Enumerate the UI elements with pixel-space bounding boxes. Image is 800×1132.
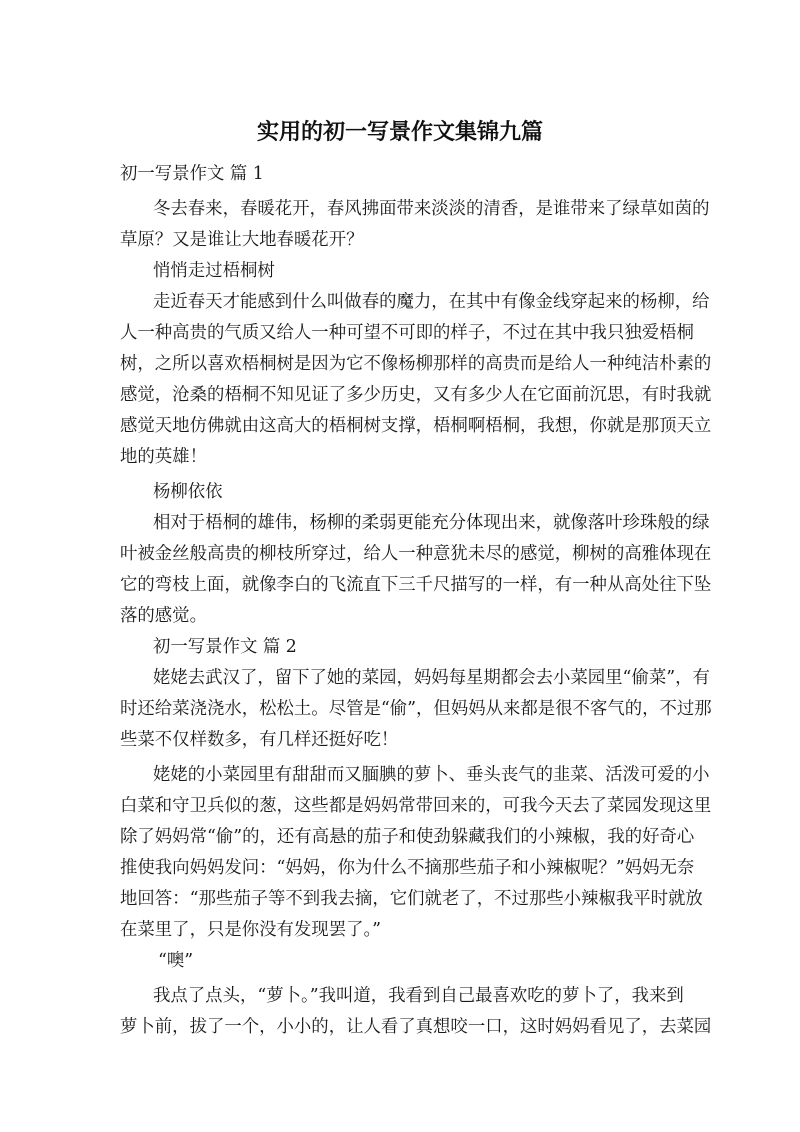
subheading-wutong: 悄悄走过梧桐树 bbox=[153, 261, 275, 281]
subheading-yangliu: 杨柳依依 bbox=[153, 482, 223, 502]
section-heading-1: 初一写景作文 篇 1 bbox=[120, 164, 264, 184]
paragraph-line: 除了妈妈常“偷”的，还有高悬的茄子和使劲躲藏我们的小辣椒，我的好奇心 bbox=[120, 827, 695, 847]
paragraph-line: 时还给菜浇浇水，松松土。尽管是“偷”，但妈妈从来都是很不客气的，不过那 bbox=[120, 699, 712, 719]
paragraph-line: 感觉天地仿佛就由这高大的梧桐树支撑，梧桐啊梧桐，我想，你就是那顶天立 bbox=[120, 416, 712, 436]
paragraph-line: 白菜和守卫兵似的葱，这些都是妈妈常带回来的，可我今天去了菜园发现这里 bbox=[120, 796, 712, 816]
paragraph-line: 地的英雄！ bbox=[120, 447, 207, 467]
paragraph-line: 推使我向妈妈发问：“妈妈，你为什么不摘那些茄子和小辣椒呢？”妈妈无奈 bbox=[120, 858, 695, 878]
paragraph-line: 萝卜前，拔了一个，小小的，让人看了真想咬一口，这时妈妈看见了，去菜园 bbox=[120, 1017, 712, 1037]
paragraph-line: 感觉，沧桑的梧桐不知见证了多少历史，又有多少人在它面前沉思，有时我就 bbox=[120, 385, 712, 405]
paragraph-line: 草原？又是谁让大地春暖花开？ bbox=[120, 230, 364, 250]
paragraph-line: 走近春天才能感到什么叫做春的魔力，在其中有像金线穿起来的杨柳，给 bbox=[153, 292, 710, 312]
paragraph-line: 姥姥的小菜园里有甜甜而又腼腆的萝卜、垂头丧气的韭菜、活泼可爱的小 bbox=[153, 765, 710, 785]
paragraph-line: “噢” bbox=[158, 951, 194, 971]
paragraph-line: 些菜不仅样数多，有几样还挺好吃！ bbox=[120, 730, 399, 750]
paragraph-line: 冬去春来，春暖花开，春风拂面带来淡淡的清香，是谁带来了绿草如茵的 bbox=[153, 199, 710, 219]
paragraph-line: 在菜里了，只是你没有发现罢了。” bbox=[120, 920, 382, 940]
paragraph-line: 相对于梧桐的雄伟，杨柳的柔弱更能充分体现出来，就像落叶珍珠般的绿 bbox=[153, 513, 710, 533]
document-title: 实用的初一写景作文集锦九篇 bbox=[256, 120, 543, 145]
section-heading-2: 初一写景作文 篇 2 bbox=[153, 637, 297, 657]
paragraph-line: 姥姥去武汉了，留下了她的菜园，妈妈每星期都会去小菜园里“偷菜”，有 bbox=[153, 668, 710, 688]
paragraph-line: 地回答：“那些茄子等不到我去摘，它们就老了，不过那些小辣椒我平时就放 bbox=[120, 889, 703, 909]
paragraph-line: 落的感觉。 bbox=[120, 606, 207, 626]
paragraph-line: 树，之所以喜欢梧桐树是因为它不像杨柳那样的高贵而是给人一种纯洁朴素的 bbox=[120, 354, 712, 374]
paragraph-line: 叶被金丝般高贵的柳枝所穿过，给人一种意犹未尽的感觉，柳树的高雅体现在 bbox=[120, 544, 712, 564]
paragraph-line: 我点了点头，“萝卜。”我叫道，我看到自己最喜欢吃的萝卜了，我来到 bbox=[153, 986, 684, 1006]
paragraph-line: 人一种高贵的气质又给人一种可望不可即的样子，不过在其中我只独爱梧桐 bbox=[120, 323, 694, 343]
paragraph-line: 它的弯枝上面，就像李白的飞流直下三千尺描写的一样，有一种从高处往下坠 bbox=[120, 575, 712, 595]
